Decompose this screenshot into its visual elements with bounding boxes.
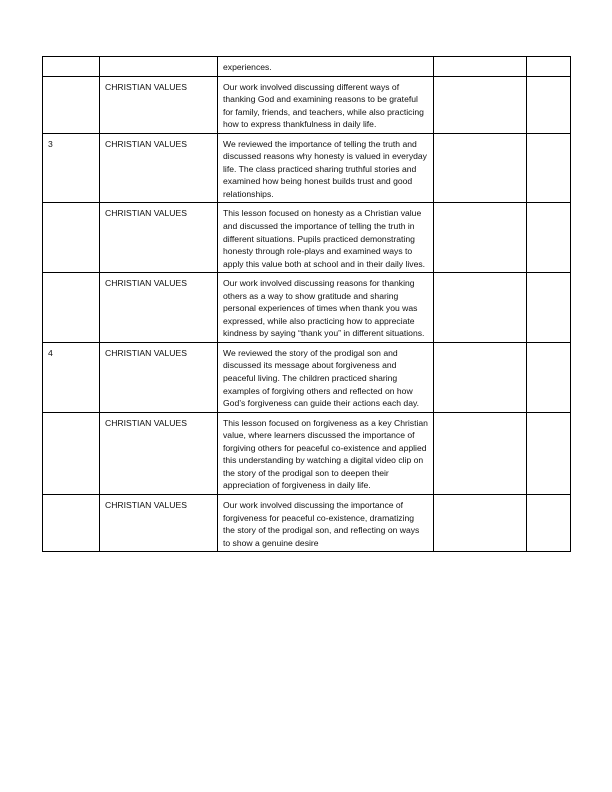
subject-cell: CHRISTIAN VALUES	[100, 273, 218, 343]
empty-cell	[527, 494, 571, 551]
empty-cell	[527, 57, 571, 77]
empty-cell	[527, 342, 571, 412]
description-cell: Our work involved discussing reasons for thanking others as a way to show gratitude and sharing personal experiences of times when thank you was expressed, while also practicing how to appreciate kindness by saying “thank you” in different situations.	[218, 273, 434, 343]
subject-cell: CHRISTIAN VALUES	[100, 133, 218, 203]
description-cell: Our work involved discussing different ways of thanking God and examining reasons to be grateful for family, friends, and teachers, while also practicing how to express thankfulness in daily life.	[218, 76, 434, 133]
empty-cell	[434, 273, 527, 343]
week-cell	[43, 203, 100, 273]
table-row	[43, 342, 571, 412]
table-row	[43, 57, 571, 77]
empty-cell	[434, 76, 527, 133]
week-cell	[43, 494, 100, 551]
empty-cell	[527, 273, 571, 343]
empty-cell	[527, 203, 571, 273]
empty-cell	[434, 133, 527, 203]
empty-cell	[527, 412, 571, 494]
subject-cell: CHRISTIAN VALUES	[100, 203, 218, 273]
subject-cell: CHRISTIAN VALUES	[100, 494, 218, 551]
empty-cell	[527, 76, 571, 133]
description-cell: This lesson focused on forgiveness as a key Christian value, where learners discussed the importance of forgiving others for peaceful co-existence and applied this understanding by watching a digital video clip on the story of the prodigal son to deepen their appreciation of forgiveness in daily life.	[218, 412, 434, 494]
empty-cell	[434, 342, 527, 412]
week-cell: 3	[43, 133, 100, 203]
empty-cell	[434, 203, 527, 273]
week-cell: 4	[43, 342, 100, 412]
week-cell	[43, 412, 100, 494]
subject-cell: CHRISTIAN VALUES	[100, 342, 218, 412]
description-cell: Our work involved discussing the importance of forgiveness for peaceful co-existence, dramatizing the story of the prodigal son, and reflecting on ways to show a genuine desire	[218, 494, 434, 551]
week-cell	[43, 273, 100, 343]
table-row	[43, 412, 571, 494]
description-cell: experiences.	[218, 57, 434, 77]
week-cell	[43, 57, 100, 77]
lesson-log-table	[42, 56, 571, 552]
empty-cell	[434, 57, 527, 77]
empty-cell	[434, 412, 527, 494]
table-row	[43, 76, 571, 133]
empty-cell	[527, 133, 571, 203]
table-row	[43, 203, 571, 273]
description-cell: This lesson focused on honesty as a Christian value and discussed the importance of telling the truth in different situations. Pupils practiced demonstrating honesty through role-plays and examined ways to apply this value both at school and in their daily lives.	[218, 203, 434, 273]
table-row	[43, 133, 571, 203]
table-row	[43, 273, 571, 343]
description-cell: We reviewed the story of the prodigal son and discussed its message about forgiveness and peaceful living. The children practiced sharing examples of forgiving others and reflected on how God’s forgiveness can guide their actions each day.	[218, 342, 434, 412]
subject-cell: CHRISTIAN VALUES	[100, 76, 218, 133]
table-row	[43, 494, 571, 551]
subject-cell	[100, 57, 218, 77]
week-cell	[43, 76, 100, 133]
subject-cell: CHRISTIAN VALUES	[100, 412, 218, 494]
empty-cell	[434, 494, 527, 551]
description-cell: We reviewed the importance of telling the truth and discussed reasons why honesty is valued in everyday life. The class practiced sharing truthful stories and examined how being honest builds trust and good relationships.	[218, 133, 434, 203]
